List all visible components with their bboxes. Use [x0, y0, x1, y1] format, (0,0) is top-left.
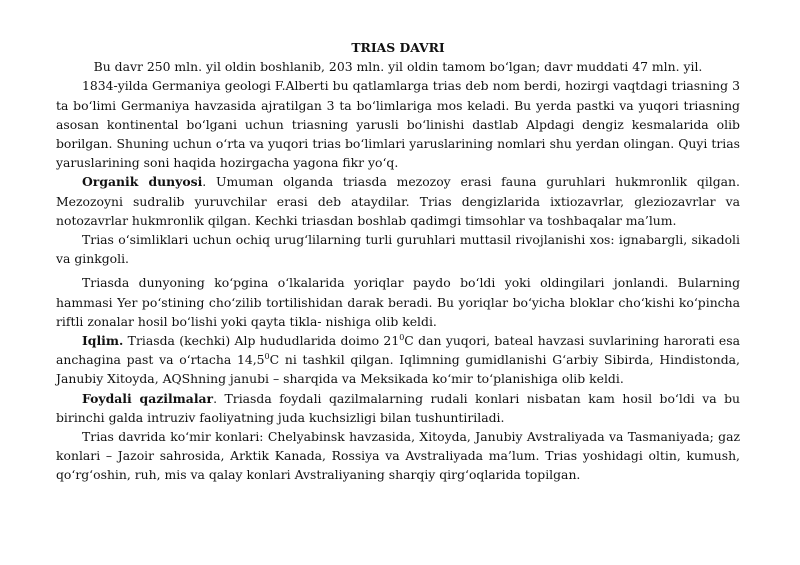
- climate-text-1: Triasda (kechki) Alp hududlarida doimo 21: [123, 333, 400, 349]
- climate-text-3: C ni tashkil qilgan. Iqlimning gumidlanishi G‘arbiy Sibirda, Hindistonda, Janubiy Xitoyda, AQShning janubi – sharqida va Meksikada ko‘mir to‘planishiga olib keldi.: [56, 352, 740, 387]
- climate-heading: Iqlim.: [82, 333, 124, 349]
- organic-heading: Organik dunyosi: [82, 174, 203, 190]
- intro-paragraph: 1834-yilda Germaniya geologi F.Alberti bu qatlamlarga trias deb nom berdi, hozirgi vaqtdagi triasning 3 ta bo‘limi Germaniya havzasida ajratilgan 3 ta bo‘limlariga mos keladi. Bu yerda pastki va yuqori triasning asosan kontinental bo‘lgani uchun triasning yarusli bo‘linishi dastlab Alpdagi dengiz kesmalarida olib borilgan. Shuning uchun o‘rta va yuqori trias bo‘limlari yaruslarining nomlari shu yerdan olingan. Quyi trias yaruslarining soni haqida hozirgacha yagona fikr yo‘q.: [56, 78, 740, 171]
- minerals-paragraph: [56, 389, 740, 427]
- orogeny-paragraph: Triasda dunyoning ko‘pgina o‘lkalarida yoriqlar paydo bo‘ldi yoki oldingilari jonlandi. Bularning hammasi Yer po‘stining cho‘zilib tortilishidan darak beradi. Bu yoriqlar bo‘yicha bloklar cho‘kishi ko‘pincha riftli zonalar hosil bo‘lishi yoki qayta tikla- nishiga olib keldi.: [56, 275, 740, 329]
- degree-superscript-1: 0: [399, 333, 405, 343]
- document-page: [56, 38, 740, 485]
- organic-paragraph: [56, 172, 740, 230]
- organic-text: . Umuman olganda triasda mezozoy erasi fauna guruhlari hukmronlik qilgan. Mezozoyni sudralib yuruvchilar erasi deb ataydilar. Trias dengizlarida ixtiozavrlar, gleziozavrlar va notozavrlar hukmronlik qilgan. Kechki triasdan boshlab qadimgi timsohlar va toshbaqalar ma’lum.: [56, 174, 740, 228]
- document-title: TRIAS DAVRI: [351, 40, 445, 55]
- deposits-paragraph: Trias davrida ko‘mir konlari: Chelyabinsk havzasida, Xitoyda, Janubiy Avstraliyada va Tasmaniyada; gaz konlari – Jazoir sahrosida, Arktik Kanada, Rossiya va Avstraliyada ma’lum. Trias yoshidagi oltin, kumush, qo‘rg‘oshin, ruh, mis va qalay konlari Avstraliyaning sharqiy qirg‘oqlarida topilgan.: [56, 429, 740, 483]
- minerals-heading: Foydali qazilmalar: [82, 390, 214, 406]
- plants-paragraph: Trias o‘simliklari uchun ochiq urug‘lilarning turli guruhlari muttasil rivojlanishi xos: ignabargli, sikadoli va ginkgoli.: [56, 232, 740, 267]
- minerals-text: . Triasda foydali qazilmalarning rudali konlari nisbatan kam hosil bo‘ldi va bu birinchi galda intruziv faoliyatning juda kuchsizligi bilan tushuntiriladi.: [56, 390, 740, 425]
- document-subtitle: Bu davr 250 mln. yil oldin boshlanib, 203 mln. yil oldin tamom bo‘lgan; davr muddati 47 mln. yil.: [93, 59, 703, 75]
- degree-superscript-2: 0: [264, 352, 270, 362]
- climate-text-2: C dan yuqori, bateal havzasi suvlarining harorati esa anchagina past va o‘rtacha 14,5: [56, 333, 740, 368]
- climate-paragraph: [56, 331, 740, 389]
